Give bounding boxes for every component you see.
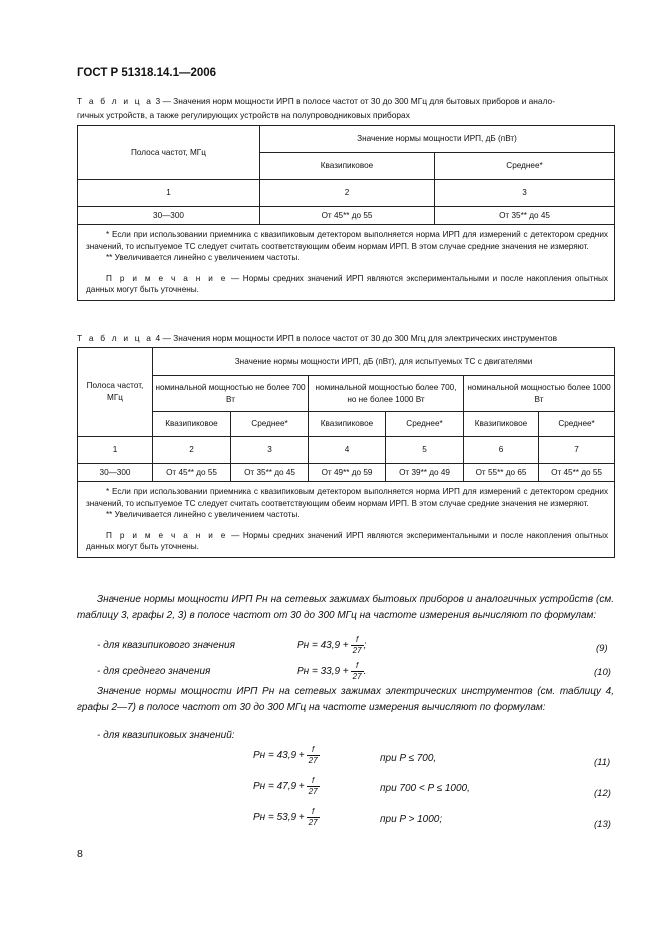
condition-12: при 700 < P ≤ 1000, [380, 783, 470, 794]
formula-9: Pн = 43,9 + $\frac{f}{27}$ ; [297, 635, 367, 655]
equation-number-10: (10) [594, 667, 611, 678]
avg-label: - для среднего значения [97, 666, 211, 677]
table3-notes [78, 225, 615, 301]
equation-number-11: (11) [594, 757, 611, 768]
table4-col-freq: Полоса частот, МГц [78, 348, 153, 437]
equation-number-9: (9) [596, 643, 608, 654]
table3-caption-text: 3 — Значения норм мощности ИРП в полосе частот от 30 до 300 МГц для бытовых приборов и анало- [153, 96, 555, 106]
table4-caption-lead: Т а б л и ц а [77, 333, 154, 343]
table3 [77, 125, 615, 301]
table3-note-3: П р и м е ч а н и е — Нормы средних значений ИРП являются экспериментальными и после накопления опытных данных могут быть уточнены. [86, 273, 608, 294]
table4-group-2: номинальной мощностью более 700, но не более 1000 Вт [309, 376, 464, 412]
table4-col-norm: Значение нормы мощности ИРП, дБ (пВт), для испытуемых ТС с двигателями [153, 348, 615, 376]
table3-num: 3 [435, 180, 615, 207]
table4-col-avg: Среднее* [231, 412, 309, 437]
table4-note-3: П р и м е ч а н и е — Нормы средних значений ИРП являются экспериментальными и после накопления опытных данных могут быть уточнены. [86, 530, 609, 551]
table4-col-qp: Квазипиковое [464, 412, 539, 437]
table3-note-2: ** Увеличивается линейно с увеличением частоты. [106, 253, 300, 262]
table3-num: 1 [78, 180, 260, 207]
table4-cell: От 39** до 49 [386, 464, 464, 482]
table4-col-qp: Квазипиковое [309, 412, 386, 437]
table4-num: 7 [539, 437, 615, 464]
table3-row-qp: От 45** до 55 [260, 207, 435, 225]
table4-num: 6 [464, 437, 539, 464]
table4-cell: От 55** до 65 [464, 464, 539, 482]
qp-label: - для квазипикового значения [97, 640, 235, 651]
table4-caption-text: 4 — Значения норм мощности ИРП в полосе частот от 30 до 300 Мгц для электрических инструментов [153, 333, 558, 343]
qp-values-label: - для квазипиковых значений: [97, 730, 235, 741]
table4-note-1: * Если при использовании приемника с квазипиковым детектором выполняется норма ИРП для измерений с детектором средних значений, то испытуемое ТС следует считать соответствующим обеим нормам ИРП. В этом случае средние значения не измеряют. [86, 487, 609, 508]
fraction: $\frac{f}{27}$ [352, 661, 362, 681]
table3-note-label: П р и м е ч а н и е [106, 273, 228, 283]
table4-group-3: номинальной мощностью более 1000 Вт [464, 376, 615, 412]
table3-caption-lead: Т а б л и ц а [77, 96, 154, 106]
table4-col-avg: Среднее* [386, 412, 464, 437]
formula-12: Pн = 47,9 + $\frac{f}{27}$ [253, 776, 318, 796]
table4-note-2: ** Увеличивается линейно с увеличением частоты. [106, 510, 300, 519]
fraction: $\frac{f}{27}$ [308, 807, 318, 827]
table4 [77, 347, 615, 558]
table4-note-label: П р и м е ч а н и е [106, 530, 228, 540]
table4-col-qp: Квазипиковое [153, 412, 231, 437]
table3-col-freq: Полоса частот, МГц [78, 126, 260, 180]
fraction: $\frac{f}{27}$ [308, 745, 318, 765]
table4-cell: От 45** до 55 [153, 464, 231, 482]
equation-number-13: (13) [594, 819, 611, 830]
table4-caption [77, 331, 612, 345]
formula-13: Pн = 53,9 + $\frac{f}{27}$ [253, 807, 318, 827]
condition-13: при P > 1000; [380, 814, 443, 825]
formula-11: Pн = 43,9 + $\frac{f}{27}$ [253, 745, 318, 765]
table3-caption [77, 94, 612, 122]
table4-group-1: номинальной мощностью не более 700 Вт [153, 376, 309, 412]
table3-col-avg: Среднее* [435, 153, 615, 180]
table4-num: 5 [386, 437, 464, 464]
table4-col-avg: Среднее* [539, 412, 615, 437]
table4-cell: От 35** до 45 [231, 464, 309, 482]
fraction: $\frac{f}{27}$ [308, 776, 318, 796]
equation-number-12: (12) [594, 788, 611, 799]
table4-cell: 30—300 [78, 464, 153, 482]
table4-cell: От 45** до 55 [539, 464, 615, 482]
table3-col-norm: Значение нормы мощности ИРП, дБ (пВт) [260, 126, 615, 153]
page-number: 8 [77, 848, 83, 860]
paragraph-household: Значение нормы мощности ИРП Pн на сетевых зажимах бытовых приборов и аналогичных устройств (см. таблицу 3, графы 2, 3) в полосе частот от 30 до 300 МГц на частоте измерения вычисляют по формулам: [77, 594, 614, 621]
table3-note-1: * Если при использовании приемника с квазипиковым детектором выполняется норма ИРП для измерений с детектором средних значений, то испытуемое ТС следует считать соответствующим обеим нормам ИРП. В этом случае средние значения не измеряют. [86, 230, 608, 251]
table4-num: 4 [309, 437, 386, 464]
table4-notes [78, 482, 615, 558]
table4-num: 3 [231, 437, 309, 464]
table3-num: 2 [260, 180, 435, 207]
fraction: $\frac{f}{27}$ [352, 635, 362, 655]
table4-num: 1 [78, 437, 153, 464]
formula-10: Pн = 33,9 + $\frac{f}{27}$ . [297, 661, 367, 681]
condition-11: при P ≤ 700, [380, 753, 437, 764]
table3-row-freq: 30—300 [78, 207, 260, 225]
table3-caption-line2: гичных устройств, а также регулирующих устройств на полупроводниковых приборах [77, 110, 410, 120]
document-header: ГОСТ Р 51318.14.1—2006 [77, 67, 217, 79]
table4-num: 2 [153, 437, 231, 464]
table3-row-avg: От 35** до 45 [435, 207, 615, 225]
paragraph-tools: Значение нормы мощности ИРП Pн на сетевых зажимах электрических инструментов (см. таблицу 4, графы 2—7) в полосе частот от 30 до 300 МГц на частоте измерения вычисляют по формулам: [77, 686, 614, 713]
table3-col-qp: Квазипиковое [260, 153, 435, 180]
table4-cell: От 49** до 59 [309, 464, 386, 482]
